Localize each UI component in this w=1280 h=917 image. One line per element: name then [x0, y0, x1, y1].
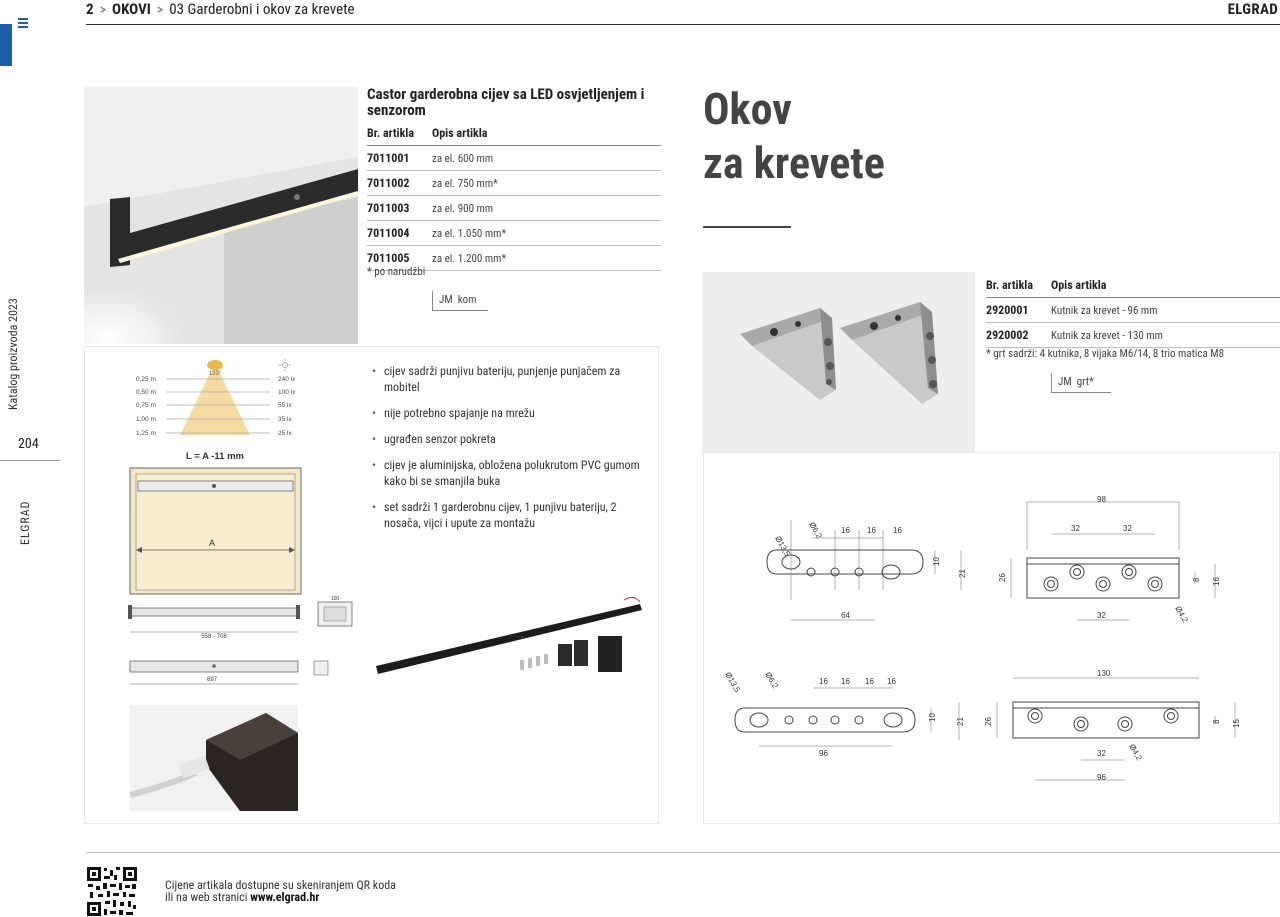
chevron-right-icon: > — [156, 2, 164, 18]
dimension-15: 15 — [1232, 719, 1241, 728]
breadcrumb-sub-number[interactable]: 03 — [169, 0, 185, 18]
product2-table — [986, 278, 1280, 348]
dimension-96: 96 — [1097, 773, 1106, 782]
light-icon — [279, 359, 291, 371]
lux-label: 240 lx — [278, 376, 296, 383]
dimension-d42: Ø4,2 — [1127, 742, 1144, 763]
table-row — [367, 146, 661, 171]
article-description: za el. 750 mm* — [432, 171, 661, 196]
dimension-16: 16 — [841, 526, 850, 535]
article-description: za el. 900 mm — [432, 196, 661, 221]
footer-line: Cijene artikala dostupne su skeniranjem QR koda — [165, 878, 396, 892]
table-row — [986, 298, 1280, 323]
table-row — [986, 323, 1280, 348]
menu-icon[interactable] — [18, 18, 28, 30]
dimension-32: 32 — [1097, 749, 1106, 758]
article-description: Kutnik za krevet - 130 mm — [1051, 323, 1280, 348]
title-underline — [703, 226, 791, 228]
dimension-d135: Ø13,5 — [723, 670, 742, 694]
dimension-8: 8 — [1212, 719, 1221, 724]
website-link[interactable]: www.elgrad.hr — [250, 890, 320, 904]
lux-label: 25 lx — [278, 430, 292, 437]
dimension-697: 697 — [206, 677, 218, 683]
lux-label: 100 lx — [278, 389, 296, 396]
product1-note: * po narudžbi — [367, 265, 426, 278]
dimension-d42: Ø4,2 — [1173, 604, 1190, 625]
unit-label: JM — [439, 293, 453, 306]
column-header-description: Opis artikla — [1051, 278, 1280, 298]
distance-label: 0,75 m — [136, 402, 156, 409]
dimension-d62: Ø6,2 — [763, 670, 780, 691]
unit-label: JM — [1058, 375, 1072, 388]
sidebar-brand: ELGRAD — [18, 500, 32, 545]
dimension-21: 21 — [958, 569, 967, 578]
page-number: 204 — [18, 436, 39, 452]
column-header-code: Br. artikla — [986, 278, 1051, 298]
footer-line-prefix: ili na web stranici — [165, 890, 251, 904]
dimension-16: 16 — [887, 677, 896, 686]
article-code: 2920001 — [986, 298, 1051, 323]
distance-label: 0,50 m — [136, 389, 156, 396]
length-formula: L = A -11 mm — [186, 451, 244, 462]
qr-code-icon[interactable] — [86, 866, 138, 917]
breadcrumb-sub-title[interactable]: Garderobni i okov za krevete — [187, 0, 355, 18]
article-description: za el. 600 mm — [432, 146, 661, 171]
table-row — [367, 196, 661, 221]
article-description: za el. 1.050 mm* — [432, 221, 661, 246]
dimension-16: 16 — [841, 677, 850, 686]
article-code: 7011003 — [367, 196, 432, 221]
dimension-10: 10 — [932, 557, 941, 566]
article-code: 2920002 — [986, 323, 1051, 348]
dimension-32: 32 — [1071, 524, 1080, 533]
product1-features — [370, 363, 645, 541]
product1-table — [367, 126, 661, 271]
article-code: 7011002 — [367, 171, 432, 196]
dimension-32: 32 — [1123, 524, 1132, 533]
footer-text — [165, 879, 396, 903]
product2-note: * grt sadrži: 4 kutnika, 8 vijaka M6/14, 8 trio matica M8 — [986, 347, 1224, 360]
bracket-96-front-view — [998, 495, 1221, 624]
header-brand: ELGRAD — [1227, 0, 1278, 18]
dimension-a: A — [208, 538, 216, 548]
feature-item: • cijev je aluminijska, obložena polukrutom PVC gumom kako bi se smanjila buka — [370, 457, 645, 489]
dimension-64: 64 — [841, 611, 850, 620]
article-code: 7011004 — [367, 221, 432, 246]
dimension-8: 8 — [1192, 577, 1201, 582]
dimension-26: 26 — [998, 573, 1007, 582]
distance-label: 0,25 m — [136, 376, 156, 383]
table-row — [367, 221, 661, 246]
feature-item: • cijev sadrži punjivu bateriju, punjenje punjačem za mobitel — [370, 363, 645, 395]
bracket-130-front-view — [984, 669, 1241, 782]
product1-title: Castor garderobna cijev sa LED osvjetljenjem i senzorom — [367, 85, 645, 119]
distance-label: 1,00 m — [136, 416, 156, 423]
article-code: 7011005 — [367, 246, 432, 271]
article-code: 7011001 — [367, 146, 432, 171]
unit-value: grt* — [1076, 375, 1094, 388]
footer-line — [165, 891, 396, 903]
header-divider — [86, 24, 1280, 25]
dimension-16: 16 — [865, 677, 874, 686]
column-header-description: Opis artikla — [432, 126, 661, 146]
feature-item: • ugrađen senzor pokreta — [370, 431, 645, 447]
breadcrumb-section[interactable]: OKOVI — [112, 0, 151, 18]
article-description: za el. 1.200 mm* — [432, 246, 661, 271]
lux-label: 35 lx — [278, 416, 292, 423]
dimension-16: 16 — [867, 526, 876, 535]
sidebar-divider — [0, 460, 60, 461]
dimension-26: 26 — [984, 717, 993, 726]
bracket-technical-drawings — [715, 490, 1275, 820]
breadcrumb-chapter-number[interactable]: 2 — [86, 0, 94, 18]
table-header-row — [986, 278, 1280, 298]
dimension-100: 100 — [330, 596, 340, 602]
dimension-d62: Ø6,2 — [807, 520, 824, 541]
dimension-98: 98 — [1097, 495, 1106, 504]
dimension-96: 96 — [819, 749, 828, 758]
section-title-line: Okov — [703, 83, 792, 135]
distance-label: 1,25 m — [136, 430, 156, 437]
dimension-32: 32 — [1097, 611, 1106, 620]
dimension-16: 16 — [819, 677, 828, 686]
rail-kit-photo — [372, 588, 647, 683]
blue-page-tab — [0, 24, 12, 66]
unit-value: kom — [457, 293, 477, 306]
bracket-130-top-view — [723, 671, 965, 759]
dimension-16: 16 — [893, 526, 902, 535]
chevron-right-icon: > — [99, 2, 107, 18]
footer-divider — [86, 852, 1280, 853]
dimension-d135: Ø13,5 — [773, 534, 792, 558]
bed-bracket-photo — [702, 272, 975, 452]
dimension-10: 10 — [928, 713, 937, 722]
breadcrumb — [86, 0, 355, 22]
product1-unit — [432, 291, 488, 311]
feature-item: • nije potrebno spajanje na mrežu — [370, 405, 645, 421]
lux-label: 55 lx — [278, 402, 292, 409]
article-description: Kutnik za krevet - 96 mm — [1051, 298, 1280, 323]
column-header-code: Br. artikla — [367, 126, 432, 146]
beam-angle: 120° — [208, 371, 222, 377]
feature-item: • set sadrži 1 garderobnu cijev, 1 punjivu bateriju, 2 nosača, vijci i upute za montažu — [370, 499, 645, 531]
table-row — [367, 171, 661, 196]
bracket-96-top-view — [767, 520, 967, 620]
section-title — [703, 82, 885, 190]
dimension-16: 16 — [1212, 577, 1221, 586]
dimension-21: 21 — [956, 717, 965, 726]
product2-unit — [1051, 373, 1111, 393]
dimension-range: 558 - 708 — [201, 634, 227, 640]
wardrobe-rail-photo — [84, 87, 358, 344]
catalog-label: Katalog proizvoda 2023 — [6, 298, 20, 410]
dimension-130: 130 — [1097, 669, 1111, 678]
section-title-line: za krevete — [703, 137, 885, 189]
product1-technical-drawing — [128, 355, 358, 817]
table-header-row — [367, 126, 661, 146]
